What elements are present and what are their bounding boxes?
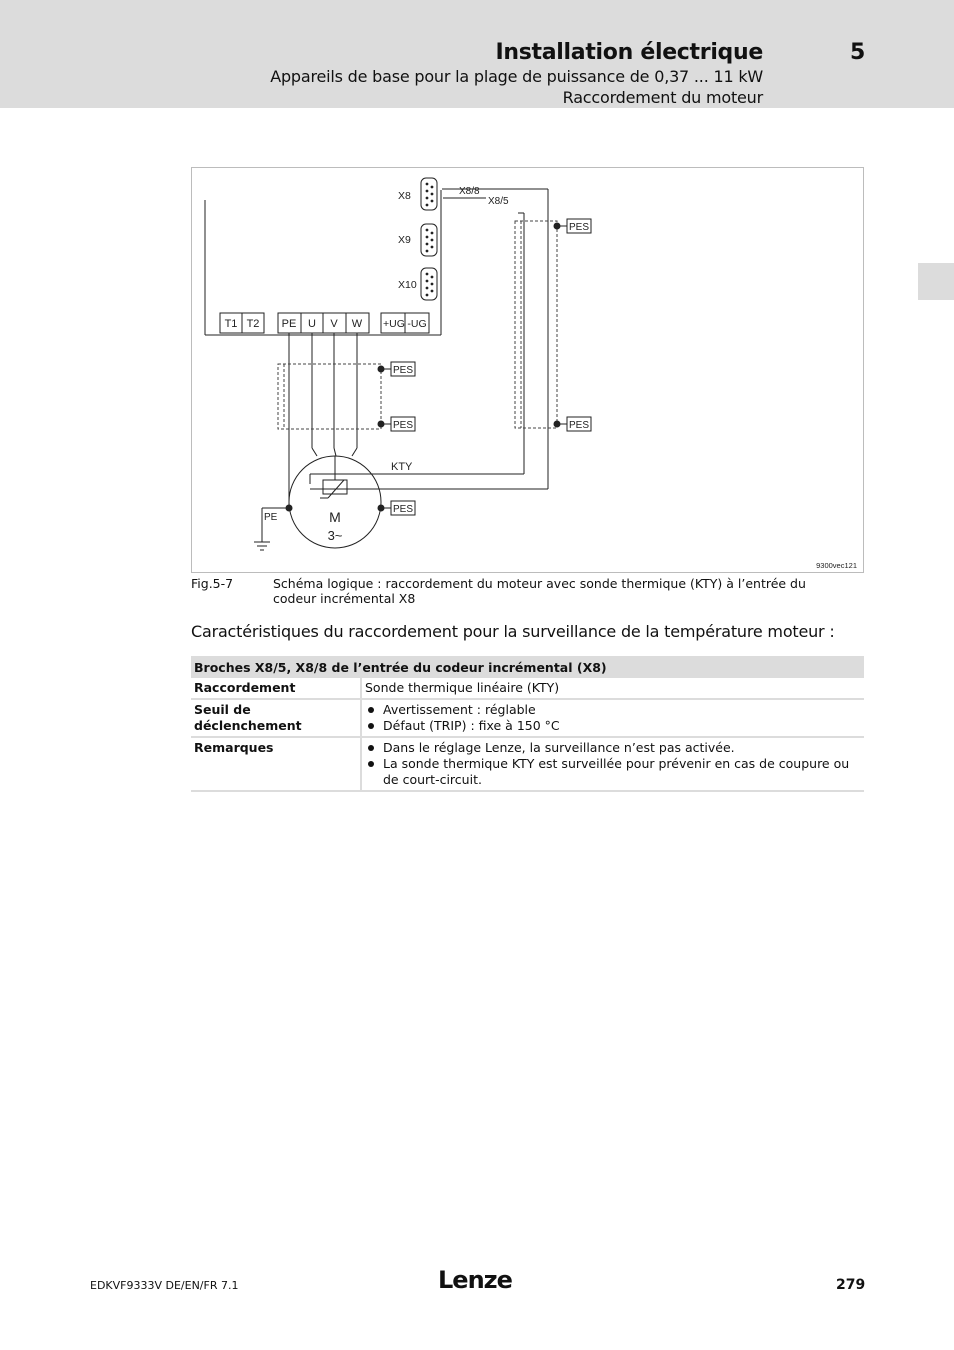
x10-label: X10 [398, 279, 417, 291]
specs-table [191, 656, 864, 792]
row-key: Remarques [191, 737, 361, 791]
motor-phase-label: 3~ [327, 528, 343, 543]
document-id: EDKVF9333V DE/EN/FR 7.1 [90, 1279, 239, 1292]
chapter-side-tab [918, 263, 954, 300]
x9-label: X9 [398, 234, 411, 246]
terminal-t2: T2 [246, 318, 260, 330]
x8-label: X8 [398, 190, 411, 202]
figure-label: Fig.5-7 [191, 576, 234, 591]
x9-connector-icon [421, 224, 437, 256]
terminal-minus-ug: -UG [407, 318, 427, 330]
x10-connector-icon [421, 268, 437, 300]
pes-label: PES [568, 420, 590, 431]
motor-m-label: M [329, 509, 341, 525]
table-row [191, 678, 864, 699]
terminal-plus-ug: +UG [383, 318, 405, 330]
pin-x8-8-label: X8/8 [459, 186, 480, 197]
x8-connector-icon [421, 178, 437, 210]
table-row [191, 699, 864, 737]
header-band [0, 0, 954, 108]
page-number: 279 [836, 1277, 866, 1293]
kty-label: KTY [391, 461, 413, 473]
figure-caption: Schéma logique : raccordement du moteur avec sonde thermique (KTY) à l’entrée du codeur incrémental X8 [273, 576, 806, 606]
table-row [191, 737, 864, 791]
chapter-title: Installation électrique [495, 40, 763, 65]
table-header: Broches X8/5, X8/8 de l’entrée du codeur incrémental (X8) [191, 656, 864, 678]
list-item: La sonde thermique KTY est surveillée pour prévenir en cas de coupure ou de court-circuit. [365, 756, 861, 788]
terminal-w: W [351, 318, 363, 330]
row-value: Sonde thermique linéaire (KTY) [361, 678, 864, 699]
list-item: Avertissement : réglable [365, 702, 861, 718]
row-key: Raccordement [191, 678, 361, 699]
pes-label: PES [392, 504, 414, 515]
row-value [361, 699, 864, 737]
pes-label: PES [568, 222, 590, 233]
list-item: Dans le réglage Lenze, la surveillance n’est pas activée. [365, 740, 861, 756]
section-subtitle: Appareils de base pour la plage de puissance de 0,37 ... 11 kW [270, 67, 763, 86]
pin-x8-5-label: X8/5 [488, 196, 509, 207]
row-key: Seuil de déclenchement [191, 699, 361, 737]
pes-label: PES [392, 365, 414, 376]
terminal-v: V [330, 318, 338, 330]
row-value [361, 737, 864, 791]
wiring-diagram [191, 167, 864, 573]
terminal-pe: PE [281, 318, 297, 330]
subsection-subtitle: Raccordement du moteur [562, 88, 763, 107]
lenze-logo: Lenze [438, 1266, 512, 1294]
terminal-t1: T1 [224, 318, 238, 330]
figure-code: 9300vec121 [816, 561, 857, 570]
pes-label: PES [392, 420, 414, 431]
pe-label: PE [264, 512, 278, 523]
section-heading: Caractéristiques du raccordement pour la surveillance de la température moteur : [191, 622, 835, 641]
list-item: Défaut (TRIP) : fixe à 150 °C [365, 718, 861, 734]
terminal-u: U [308, 318, 316, 330]
chapter-number: 5 [850, 40, 866, 65]
